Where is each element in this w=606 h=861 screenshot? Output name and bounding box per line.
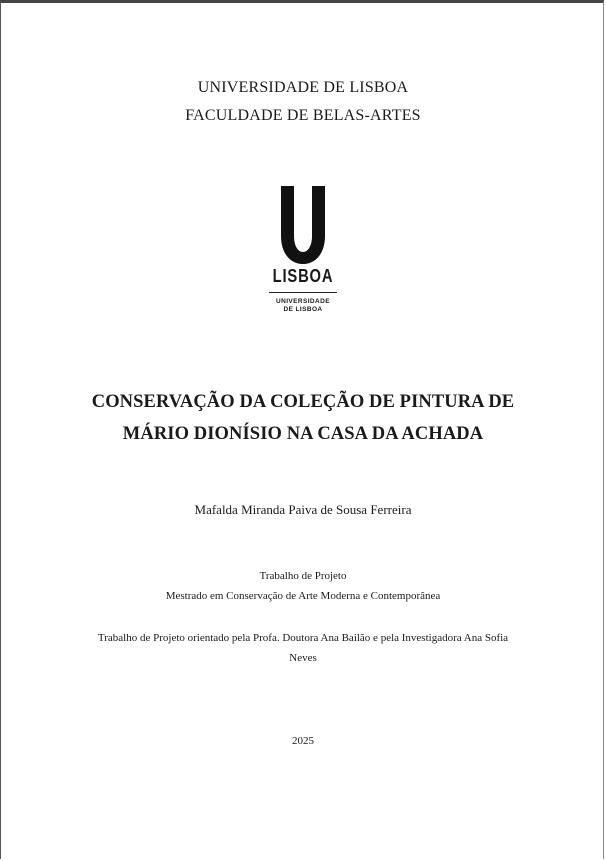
work-type: Trabalho de Projeto — [259, 570, 347, 582]
title-line-2: MÁRIO DIONÍSIO NA CASA DA ACHADA — [122, 424, 484, 444]
university-header — [0, 74, 606, 130]
title-line-1: CONSERVAÇÃO DA COLEÇÃO DE PINTURA DE — [91, 392, 515, 412]
document-title — [0, 386, 606, 450]
logo-university-line1: UNIVERSIDADE — [276, 298, 330, 305]
logo-university-line2: DE LISBOA — [283, 306, 323, 313]
author-name: Mafalda Miranda Paiva de Sousa Ferreira — [194, 502, 412, 517]
work-info — [0, 566, 606, 606]
u-logo-icon — [278, 186, 328, 264]
logo-city: LISBOA — [272, 266, 334, 286]
logo-divider — [269, 292, 337, 293]
supervision-note: Trabalho de Projeto orientado pela Profa. Doutora Ana Bailão e pela Investigadora Ana Sofia Neves — [97, 632, 509, 664]
faculty-name: FACULDADE DE BELAS-ARTES — [185, 107, 421, 124]
degree-name: Mestrado em Conservação de Arte Moderna e Contemporânea — [165, 590, 441, 602]
university-logo — [0, 186, 606, 314]
university-name: UNIVERSIDADE DE LISBOA — [197, 79, 409, 96]
year: 2025 — [292, 735, 314, 747]
